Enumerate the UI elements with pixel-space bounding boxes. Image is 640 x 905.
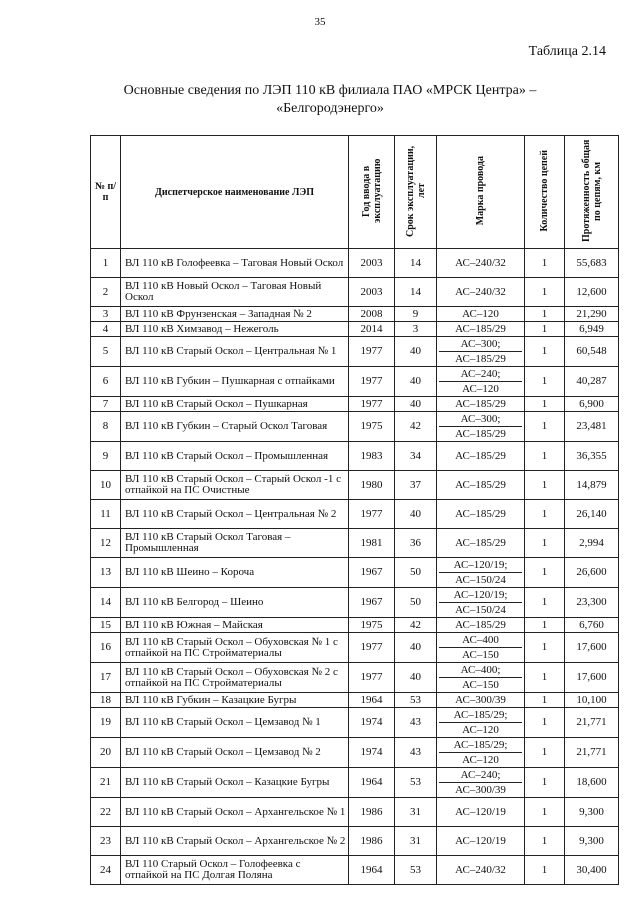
cell-name: ВЛ 110 кВ Старый Оскол Таговая – Промышленная <box>121 529 349 558</box>
cell-year: 1975 <box>349 412 395 442</box>
cell-year: 1964 <box>349 768 395 798</box>
cell-name: ВЛ 110 кВ Старый Оскол – Обуховская № 2 с отпайкой на ПС Стройматериалы <box>121 663 349 693</box>
wire-mark: АС–400 <box>462 634 499 646</box>
cell-term: 53 <box>395 856 437 885</box>
cell-wire <box>437 633 525 663</box>
cell-wire <box>437 618 525 633</box>
cell-chains: 1 <box>525 397 565 412</box>
cell-name: ВЛ 110 кВ Химзавод – Нежеголь <box>121 322 349 337</box>
cell-length: 21,290 <box>565 307 619 322</box>
cell-name: ВЛ 110 кВ Старый Оскол – Промышленная <box>121 442 349 471</box>
cell-num: 19 <box>91 708 121 738</box>
wire-mark: АС–185/29; <box>453 709 508 721</box>
cell-chains: 1 <box>525 708 565 738</box>
cell-name: ВЛ 110 кВ Фрунзенская – Западная № 2 <box>121 307 349 322</box>
wire-mark: АС–150/24 <box>439 602 522 617</box>
cell-year: 1981 <box>349 529 395 558</box>
table-row <box>91 322 619 337</box>
cell-num: 8 <box>91 412 121 442</box>
cell-year: 1980 <box>349 471 395 500</box>
cell-name: ВЛ 110 кВ Губкин – Казацкие Бугры <box>121 693 349 708</box>
cell-wire <box>437 558 525 588</box>
cell-num: 22 <box>91 798 121 827</box>
cell-term: 42 <box>395 412 437 442</box>
cell-chains: 1 <box>525 367 565 397</box>
wire-mark: АС–185/29 <box>455 537 506 549</box>
wire-mark: АС–120/19; <box>453 559 508 571</box>
cell-term: 40 <box>395 337 437 367</box>
cell-term: 40 <box>395 397 437 412</box>
cell-num: 5 <box>91 337 121 367</box>
cell-year: 1964 <box>349 856 395 885</box>
cell-length: 10,100 <box>565 693 619 708</box>
cell-wire <box>437 738 525 768</box>
cell-length: 26,140 <box>565 500 619 529</box>
cell-wire <box>437 500 525 529</box>
cell-term: 50 <box>395 588 437 618</box>
cell-wire <box>437 442 525 471</box>
cell-chains: 1 <box>525 529 565 558</box>
table-row <box>91 856 619 885</box>
page-title: Основные сведения по ЛЭП 110 кВ филиала ПАО «МРСК Центра» – «Белгородэнерго» <box>123 83 537 116</box>
wire-mark: АС–185/29; <box>453 739 508 751</box>
cell-term: 31 <box>395 827 437 856</box>
wire-mark: АС–240/32 <box>455 286 506 298</box>
table-row <box>91 412 619 442</box>
cell-name: ВЛ 110 кВ Губкин – Старый Оскол Таговая <box>121 412 349 442</box>
page-number: 35 <box>314 16 326 28</box>
cell-length: 9,300 <box>565 798 619 827</box>
cell-length: 40,287 <box>565 367 619 397</box>
wire-mark: АС–185/29 <box>455 479 506 491</box>
cell-term: 14 <box>395 249 437 278</box>
wire-mark: АС–150 <box>439 647 522 662</box>
cell-chains: 1 <box>525 693 565 708</box>
cell-term: 53 <box>395 768 437 798</box>
cell-term: 14 <box>395 278 437 307</box>
table-row <box>91 633 619 663</box>
cell-year: 1977 <box>349 633 395 663</box>
cell-length: 6,900 <box>565 397 619 412</box>
cell-wire <box>437 708 525 738</box>
cell-wire <box>437 337 525 367</box>
cell-wire <box>437 827 525 856</box>
header-length: Протяженность общая по цепям, км <box>565 136 619 249</box>
cell-year: 1975 <box>349 618 395 633</box>
cell-wire <box>437 322 525 337</box>
cell-chains: 1 <box>525 412 565 442</box>
wire-mark: АС–120 <box>439 752 522 767</box>
cell-name: ВЛ 110 кВ Старый Оскол – Архангельское № 2 <box>121 827 349 856</box>
cell-name: ВЛ 110 кВ Шеино – Короча <box>121 558 349 588</box>
cell-chains: 1 <box>525 322 565 337</box>
cell-term: 40 <box>395 663 437 693</box>
cell-length: 2,994 <box>565 529 619 558</box>
cell-chains: 1 <box>525 588 565 618</box>
cell-chains: 1 <box>525 768 565 798</box>
cell-length: 12,600 <box>565 278 619 307</box>
cell-wire <box>437 768 525 798</box>
cell-chains: 1 <box>525 249 565 278</box>
cell-year: 1974 <box>349 738 395 768</box>
cell-name: ВЛ 110 кВ Белгород – Шеино <box>121 588 349 618</box>
cell-length: 60,548 <box>565 337 619 367</box>
header-wire: Марка провода <box>437 136 525 249</box>
table-row <box>91 471 619 500</box>
cell-chains: 1 <box>525 618 565 633</box>
cell-wire <box>437 798 525 827</box>
wire-mark: АС–300; <box>460 338 501 350</box>
cell-term: 43 <box>395 708 437 738</box>
cell-term: 50 <box>395 558 437 588</box>
cell-chains: 1 <box>525 827 565 856</box>
cell-name: ВЛ 110 кВ Новый Оскол – Таговая Новый Оскол <box>121 278 349 307</box>
wire-mark: АС–120 <box>439 381 522 396</box>
cell-term: 40 <box>395 367 437 397</box>
lines-table <box>90 135 619 885</box>
cell-num: 24 <box>91 856 121 885</box>
cell-num: 14 <box>91 588 121 618</box>
cell-num: 2 <box>91 278 121 307</box>
cell-year: 2003 <box>349 249 395 278</box>
table-row <box>91 827 619 856</box>
cell-term: 31 <box>395 798 437 827</box>
cell-year: 1977 <box>349 337 395 367</box>
cell-num: 10 <box>91 471 121 500</box>
cell-wire <box>437 529 525 558</box>
cell-year: 2014 <box>349 322 395 337</box>
table-row <box>91 738 619 768</box>
cell-chains: 1 <box>525 278 565 307</box>
table-row <box>91 588 619 618</box>
cell-term: 53 <box>395 693 437 708</box>
cell-name: ВЛ 110 кВ Старый Оскол – Цемзавод № 1 <box>121 708 349 738</box>
cell-wire <box>437 471 525 500</box>
table-row <box>91 307 619 322</box>
cell-wire <box>437 278 525 307</box>
cell-wire <box>437 693 525 708</box>
table-row <box>91 529 619 558</box>
cell-name: ВЛ 110 Старый Оскол – Голофеевка с отпайкой на ПС Долгая Поляна <box>121 856 349 885</box>
cell-name: ВЛ 110 кВ Старый Оскол – Цемзавод № 2 <box>121 738 349 768</box>
cell-wire <box>437 663 525 693</box>
cell-length: 21,771 <box>565 708 619 738</box>
cell-num: 11 <box>91 500 121 529</box>
wire-mark: АС–240; <box>460 769 501 781</box>
wire-mark: АС–300/39 <box>439 782 522 797</box>
cell-term: 3 <box>395 322 437 337</box>
cell-length: 18,600 <box>565 768 619 798</box>
cell-chains: 1 <box>525 798 565 827</box>
wire-mark: АС–300/39 <box>455 694 506 706</box>
cell-name: ВЛ 110 кВ Южная – Майская <box>121 618 349 633</box>
cell-term: 40 <box>395 633 437 663</box>
table-label: Таблица 2.14 <box>528 44 606 59</box>
wire-mark: АС–185/29 <box>439 351 522 366</box>
cell-num: 16 <box>91 633 121 663</box>
cell-name: ВЛ 110 кВ Старый Оскол – Казацкие Бугры <box>121 768 349 798</box>
header-term: Срок эксплуатации, лет <box>395 136 437 249</box>
wire-mark: АС–185/29 <box>455 508 506 520</box>
cell-length: 17,600 <box>565 663 619 693</box>
cell-wire <box>437 367 525 397</box>
cell-year: 1977 <box>349 663 395 693</box>
cell-year: 1977 <box>349 500 395 529</box>
cell-length: 23,481 <box>565 412 619 442</box>
wire-mark: АС–150 <box>439 677 522 692</box>
header-year: Год ввода в эксплуатацию <box>349 136 395 249</box>
wire-mark: АС–120 <box>439 722 522 737</box>
cell-year: 1967 <box>349 558 395 588</box>
cell-wire <box>437 307 525 322</box>
wire-mark: АС–185/29 <box>455 398 506 410</box>
cell-year: 1986 <box>349 827 395 856</box>
cell-year: 1967 <box>349 588 395 618</box>
cell-name: ВЛ 110 кВ Губкин – Пушкарная с отпайками <box>121 367 349 397</box>
cell-wire <box>437 397 525 412</box>
cell-year: 1964 <box>349 693 395 708</box>
cell-length: 26,600 <box>565 558 619 588</box>
wire-mark: АС–300; <box>460 413 501 425</box>
cell-year: 2008 <box>349 307 395 322</box>
wire-mark: АС–240/32 <box>455 864 506 876</box>
cell-term: 9 <box>395 307 437 322</box>
cell-num: 18 <box>91 693 121 708</box>
cell-chains: 1 <box>525 633 565 663</box>
table-row <box>91 693 619 708</box>
table-row <box>91 500 619 529</box>
wire-mark: АС–185/29 <box>455 323 506 335</box>
cell-name: ВЛ 110 кВ Старый Оскол – Центральная № 1 <box>121 337 349 367</box>
table-row <box>91 249 619 278</box>
table-row <box>91 442 619 471</box>
cell-num: 7 <box>91 397 121 412</box>
cell-num: 13 <box>91 558 121 588</box>
table-header-row <box>91 136 619 249</box>
wire-mark: АС–185/29 <box>455 450 506 462</box>
cell-num: 12 <box>91 529 121 558</box>
cell-num: 23 <box>91 827 121 856</box>
cell-num: 15 <box>91 618 121 633</box>
wire-mark: АС–120/19 <box>455 806 506 818</box>
cell-length: 9,300 <box>565 827 619 856</box>
cell-term: 36 <box>395 529 437 558</box>
table-row <box>91 768 619 798</box>
cell-term: 34 <box>395 442 437 471</box>
cell-name: ВЛ 110 кВ Старый Оскол – Пушкарная <box>121 397 349 412</box>
table-row <box>91 367 619 397</box>
table-row <box>91 663 619 693</box>
cell-chains: 1 <box>525 663 565 693</box>
cell-num: 9 <box>91 442 121 471</box>
cell-num: 21 <box>91 768 121 798</box>
wire-mark: АС–120 <box>462 308 499 320</box>
cell-chains: 1 <box>525 558 565 588</box>
cell-chains: 1 <box>525 307 565 322</box>
cell-length: 30,400 <box>565 856 619 885</box>
cell-term: 40 <box>395 500 437 529</box>
cell-wire <box>437 249 525 278</box>
cell-year: 1977 <box>349 367 395 397</box>
cell-length: 21,771 <box>565 738 619 768</box>
cell-length: 14,879 <box>565 471 619 500</box>
cell-length: 23,300 <box>565 588 619 618</box>
cell-year: 1974 <box>349 708 395 738</box>
cell-name: ВЛ 110 кВ Старый Оскол – Центральная № 2 <box>121 500 349 529</box>
cell-year: 1986 <box>349 798 395 827</box>
cell-wire <box>437 412 525 442</box>
header-chains: Количество цепей <box>525 136 565 249</box>
cell-length: 17,600 <box>565 633 619 663</box>
cell-length: 6,949 <box>565 322 619 337</box>
cell-length: 6,760 <box>565 618 619 633</box>
wire-mark: АС–185/29 <box>439 426 522 441</box>
cell-year: 1977 <box>349 397 395 412</box>
cell-term: 43 <box>395 738 437 768</box>
cell-length: 36,355 <box>565 442 619 471</box>
wire-mark: АС–240/32 <box>455 257 506 269</box>
header-name: Диспетчерское наименование ЛЭП <box>121 136 349 249</box>
table-row <box>91 708 619 738</box>
cell-num: 20 <box>91 738 121 768</box>
cell-num: 6 <box>91 367 121 397</box>
wire-mark: АС–400; <box>460 664 501 676</box>
cell-name: ВЛ 110 кВ Старый Оскол – Архангельское № 1 <box>121 798 349 827</box>
cell-chains: 1 <box>525 337 565 367</box>
cell-chains: 1 <box>525 738 565 768</box>
table-row <box>91 337 619 367</box>
cell-chains: 1 <box>525 471 565 500</box>
cell-term: 42 <box>395 618 437 633</box>
table-row <box>91 798 619 827</box>
cell-num: 4 <box>91 322 121 337</box>
wire-mark: АС–120/19; <box>453 589 508 601</box>
wire-mark: АС–120/19 <box>455 835 506 847</box>
cell-chains: 1 <box>525 856 565 885</box>
cell-year: 1983 <box>349 442 395 471</box>
table-row <box>91 397 619 412</box>
cell-year: 2003 <box>349 278 395 307</box>
cell-name: ВЛ 110 кВ Старый Оскол – Старый Оскол -1 с отпайкой на ПС Очистные <box>121 471 349 500</box>
wire-mark: АС–150/24 <box>439 572 522 587</box>
cell-num: 17 <box>91 663 121 693</box>
cell-name: ВЛ 110 кВ Старый Оскол – Обуховская № 1 с отпайкой на ПС Стройматериалы <box>121 633 349 663</box>
cell-chains: 1 <box>525 500 565 529</box>
cell-wire <box>437 856 525 885</box>
cell-name: ВЛ 110 кВ Голофеевка – Таговая Новый Оскол <box>121 249 349 278</box>
cell-term: 37 <box>395 471 437 500</box>
cell-num: 1 <box>91 249 121 278</box>
header-num: № п/п <box>91 136 121 249</box>
table-row <box>91 558 619 588</box>
table-row <box>91 278 619 307</box>
cell-length: 55,683 <box>565 249 619 278</box>
wire-mark: АС–185/29 <box>455 619 506 631</box>
cell-num: 3 <box>91 307 121 322</box>
cell-chains: 1 <box>525 442 565 471</box>
table-row <box>91 618 619 633</box>
cell-wire <box>437 588 525 618</box>
wire-mark: АС–240; <box>460 368 501 380</box>
